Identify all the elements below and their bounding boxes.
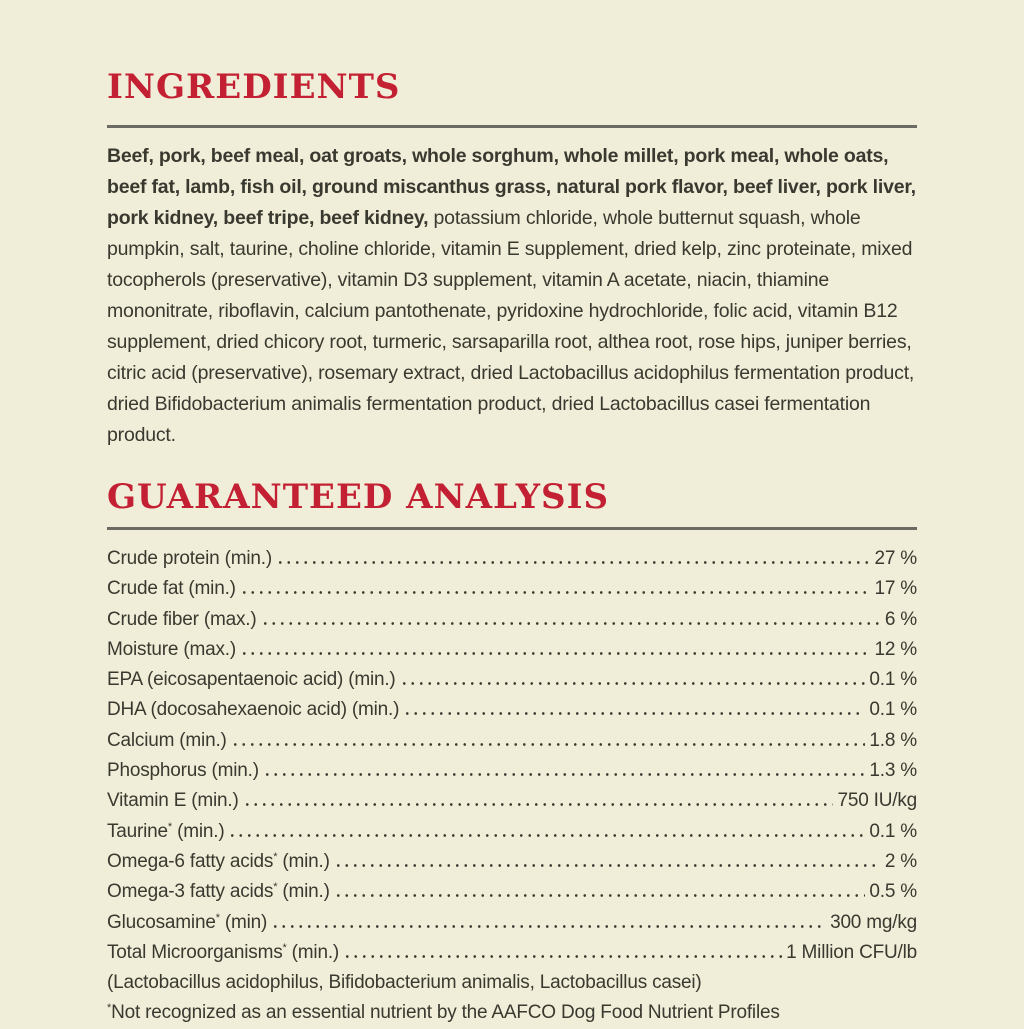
nutrient-label: [107, 665, 396, 695]
microorganisms-detail: (Lactobacillus acidophilus, Bifidobacterium animalis, Lactobacillus casei): [107, 972, 702, 994]
dot-leader: [276, 561, 871, 564]
nutrient-value: 1.8 %: [869, 729, 917, 751]
nutrient-label: [107, 605, 257, 635]
dot-leader: [403, 712, 865, 715]
ingredients-divider: [107, 125, 917, 128]
footnote-asterisk: *: [107, 1002, 112, 1015]
nutrient-label: [107, 574, 236, 604]
footnote-text: Not recognized as an essential nutrient by the AAFCO Dog Food Nutrient Profiles: [111, 1002, 780, 1024]
nutrient-name: Taurine: [107, 820, 168, 842]
dot-leader: [334, 864, 881, 867]
guaranteed-analysis-section: [107, 451, 917, 1029]
nutrient-name: Glucosamine: [107, 911, 216, 933]
nutrient-qualifier: (min.): [277, 850, 330, 872]
ingredients-secondary-text: potassium chloride, whole butternut squash, whole pumpkin, salt, taurine, choline chloride, vitamin E supplement, dried kelp, zinc proteinate, mixed tocopherols (preservative), vitamin D3 supplement, vitamin A acetate, niacin, thiamine mononitrate, riboflavin, calcium pantothenate, pyridoxine hydrochloride, folic acid, vitamin B12 supplement, dried chicory root, turmeric, sarsaparilla root, althea root, rose hips, juniper berries, citric acid (preservative), rosemary extract, dried Lactobacillus acidophilus fermentation product, dried Bifidobacterium animalis fermentation product, dried Lactobacillus casei fermentation product.: [107, 207, 915, 446]
nutrient-label: [107, 877, 330, 907]
nutrient-footnote-marker: *: [167, 820, 173, 833]
nutrient-name: Calcium (min.): [107, 729, 227, 751]
analysis-row: [107, 574, 917, 604]
nutrient-name: Phosphorus (min.): [107, 760, 259, 782]
nutrient-name: DHA (docosahexaenoic acid) (min.): [107, 699, 400, 721]
nutrient-label: [107, 695, 399, 725]
nutrient-label: [107, 544, 272, 574]
nutrient-label: [107, 817, 224, 847]
dot-leader: [231, 743, 866, 746]
ingredients-primary-text: Beef, pork, beef meal, oat groats, whole sorghum, whole millet, pork meal, whole oats, beef fat, lamb, fish oil, ground miscanthus grass, natural pork flavor, beef liver, pork liver, pork kidney, beef tripe, beef kidney,: [107, 145, 916, 229]
nutrient-value: 17 %: [874, 578, 917, 600]
ingredients-paragraph: [107, 141, 917, 451]
nutrient-value: 0.1 %: [869, 820, 917, 842]
nutrient-label: [107, 938, 339, 968]
analysis-row: [107, 544, 917, 574]
dot-leader: [240, 591, 871, 594]
analysis-row: [107, 605, 917, 635]
nutrient-qualifier: (min): [219, 911, 268, 933]
analysis-table: [107, 544, 917, 968]
nutrient-footnote-marker: *: [282, 941, 287, 954]
nutrient-label: [107, 635, 236, 665]
nutrient-value: 750 IU/kg: [837, 790, 917, 812]
dot-leader: [343, 955, 782, 958]
nutrient-value: 300 mg/kg: [830, 911, 917, 933]
dot-leader: [271, 925, 826, 928]
nutrient-name: Total Microorganisms: [107, 941, 283, 963]
ingredients-title: INGREDIENTS: [107, 67, 401, 107]
aafco-footnote: [107, 998, 917, 1028]
nutrient-value: 12 %: [874, 638, 917, 660]
nutrient-value: 0.1 %: [869, 669, 917, 691]
nutrient-value: 27 %: [874, 548, 917, 569]
dot-leader: [240, 652, 871, 655]
nutrient-footnote-marker: *: [215, 911, 220, 924]
analysis-row: [107, 817, 917, 847]
analysis-row: [107, 635, 917, 665]
nutrient-name: Crude fat (min.): [107, 578, 236, 600]
dot-leader: [261, 622, 881, 625]
nutrient-value: 1.3 %: [869, 760, 917, 782]
analysis-row: [107, 908, 917, 938]
nutrient-name: EPA (eicosapentaenoic acid) (min.): [107, 669, 396, 691]
nutrient-name: Crude protein (min.): [107, 548, 272, 569]
analysis-row: [107, 877, 917, 907]
analysis-row: [107, 938, 917, 968]
nutrient-value: 6 %: [884, 608, 917, 630]
nutrient-value: 0.5 %: [869, 881, 917, 903]
nutrient-name: Moisture (max.): [107, 638, 236, 660]
nutrient-value: 2 %: [884, 850, 917, 872]
analysis-row: [107, 726, 917, 756]
nutrient-footnote-marker: *: [273, 850, 278, 863]
nutrient-name: Omega-6 fatty acids: [107, 850, 274, 872]
dot-leader: [228, 834, 865, 837]
nutrient-label: [107, 908, 267, 938]
nutrient-value: 0.1 %: [869, 699, 917, 721]
nutrient-qualifier: (min.): [172, 820, 225, 842]
analysis-row: [107, 695, 917, 725]
analysis-row: [107, 786, 917, 816]
nutrient-name: Vitamin E (min.): [107, 790, 239, 812]
analysis-row: [107, 756, 917, 786]
nutrient-label: [107, 726, 227, 756]
nutrient-value: 1 Million CFU/lb: [786, 941, 917, 963]
ingredients-section: [107, 0, 917, 451]
guaranteed-analysis-title: GUARANTEED ANALYSIS: [107, 477, 610, 517]
nutrient-qualifier: (min.): [286, 941, 340, 963]
nutrient-label: [107, 756, 259, 786]
dot-leader: [334, 894, 866, 897]
nutrient-label: [107, 847, 330, 877]
nutrient-name: Crude fiber (max.): [107, 608, 257, 630]
nutrient-label: [107, 786, 239, 816]
dot-leader: [243, 803, 834, 806]
analysis-row: [107, 665, 917, 695]
nutrient-footnote-marker: *: [273, 881, 278, 894]
dot-leader: [400, 682, 866, 685]
nutrient-name: Omega-3 fatty acids: [107, 881, 274, 903]
analysis-row: [107, 847, 917, 877]
dot-leader: [263, 773, 866, 776]
analysis-divider: [107, 527, 917, 530]
nutrient-qualifier: (min.): [277, 881, 330, 903]
